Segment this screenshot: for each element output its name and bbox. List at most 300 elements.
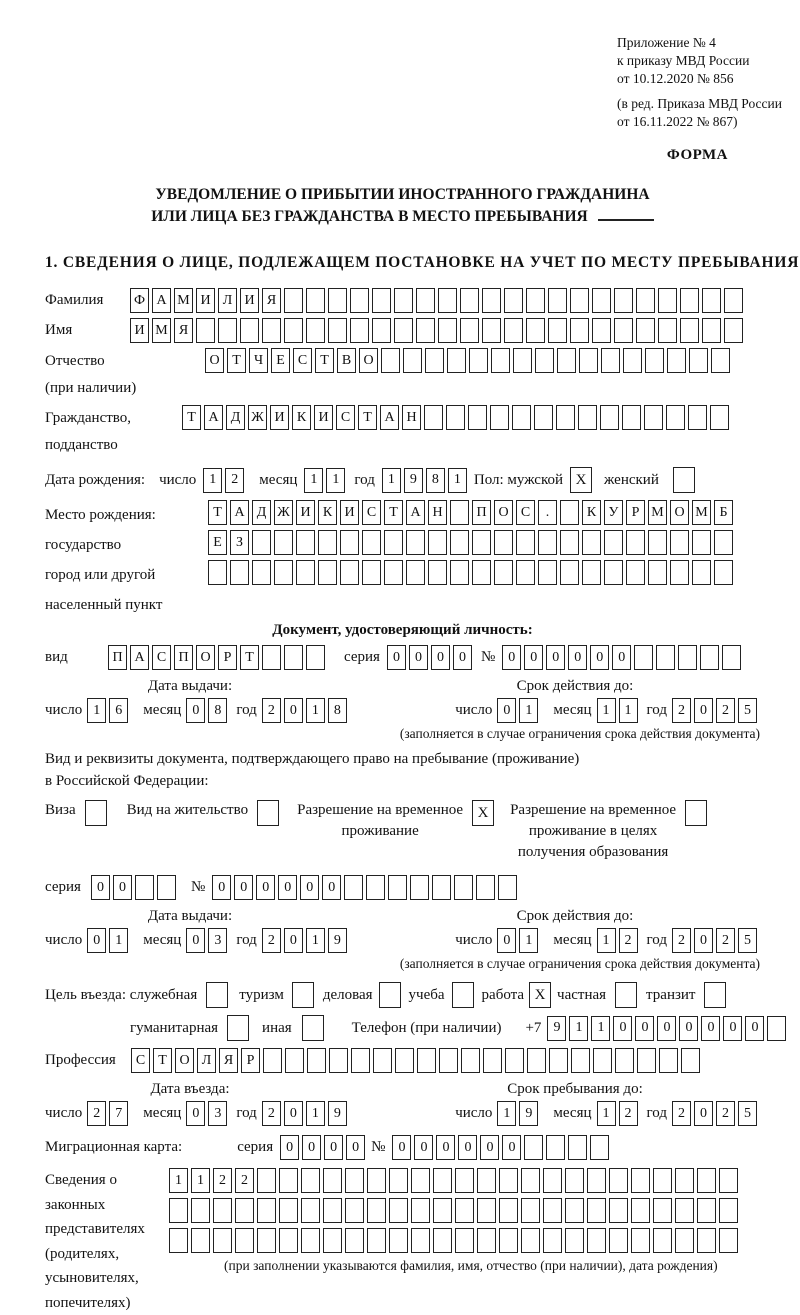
char-cell[interactable] xyxy=(318,560,337,585)
char-cell[interactable] xyxy=(196,318,215,343)
char-cell[interactable] xyxy=(653,1198,672,1223)
char-cell[interactable] xyxy=(592,318,611,343)
char-cell[interactable]: 1 xyxy=(597,698,616,723)
char-cell[interactable] xyxy=(587,1198,606,1223)
char-cell[interactable]: 0 xyxy=(300,875,319,900)
char-cell[interactable] xyxy=(318,530,337,555)
char-cell[interactable]: 0 xyxy=(87,928,106,953)
char-cell[interactable] xyxy=(438,318,457,343)
char-cell[interactable] xyxy=(262,645,281,670)
char-cell[interactable] xyxy=(560,500,579,525)
char-cell[interactable] xyxy=(284,645,303,670)
char-cell[interactable] xyxy=(191,1228,210,1253)
char-cell[interactable] xyxy=(604,530,623,555)
char-cell[interactable] xyxy=(548,288,567,313)
char-cell[interactable] xyxy=(235,1198,254,1223)
char-cell[interactable] xyxy=(513,348,532,373)
char-cell[interactable]: 0 xyxy=(694,928,713,953)
char-cell[interactable]: 0 xyxy=(346,1135,365,1160)
char-cell[interactable] xyxy=(362,530,381,555)
char-cell[interactable] xyxy=(340,530,359,555)
char-cell[interactable]: 1 xyxy=(619,698,638,723)
char-cell[interactable]: М xyxy=(152,318,171,343)
char-cell[interactable]: 0 xyxy=(284,1101,303,1126)
char-cell[interactable]: 0 xyxy=(431,645,450,670)
char-cell[interactable] xyxy=(724,318,743,343)
char-cell[interactable] xyxy=(504,318,523,343)
char-cell[interactable] xyxy=(279,1168,298,1193)
char-cell[interactable]: 2 xyxy=(619,1101,638,1126)
char-cell[interactable] xyxy=(604,560,623,585)
char-cell[interactable]: 0 xyxy=(256,875,275,900)
char-cell[interactable] xyxy=(384,560,403,585)
char-cell[interactable] xyxy=(468,405,487,430)
char-cell[interactable]: 0 xyxy=(613,1016,632,1041)
char-cell[interactable]: И xyxy=(340,500,359,525)
char-cell[interactable]: 2 xyxy=(225,468,244,493)
char-cell[interactable] xyxy=(719,1198,738,1223)
char-cell[interactable]: У xyxy=(604,500,623,525)
char-cell[interactable] xyxy=(389,1168,408,1193)
char-cell[interactable] xyxy=(135,875,154,900)
char-cell[interactable] xyxy=(372,318,391,343)
char-cell[interactable]: И xyxy=(130,318,149,343)
char-cell[interactable] xyxy=(681,1048,700,1073)
char-cell[interactable]: 3 xyxy=(208,928,227,953)
char-cell[interactable]: Ж xyxy=(248,405,267,430)
char-cell[interactable] xyxy=(373,1048,392,1073)
char-cell[interactable]: 9 xyxy=(519,1101,538,1126)
char-cell[interactable] xyxy=(658,318,677,343)
char-cell[interactable]: О xyxy=(205,348,224,373)
purpose-work-checkbox[interactable]: X xyxy=(529,982,551,1008)
char-cell[interactable]: 0 xyxy=(568,645,587,670)
char-cell[interactable]: 2 xyxy=(716,1101,735,1126)
char-cell[interactable]: 0 xyxy=(745,1016,764,1041)
char-cell[interactable]: О xyxy=(670,500,689,525)
char-cell[interactable]: Т xyxy=(315,348,334,373)
char-cell[interactable] xyxy=(680,288,699,313)
char-cell[interactable] xyxy=(455,1228,474,1253)
temp-residence-checkbox[interactable]: X xyxy=(472,800,494,826)
char-cell[interactable] xyxy=(645,348,664,373)
char-cell[interactable] xyxy=(626,560,645,585)
char-cell[interactable] xyxy=(345,1198,364,1223)
char-cell[interactable]: В xyxy=(337,348,356,373)
char-cell[interactable]: 0 xyxy=(234,875,253,900)
char-cell[interactable]: 2 xyxy=(716,698,735,723)
char-cell[interactable] xyxy=(257,1228,276,1253)
char-cell[interactable] xyxy=(410,875,429,900)
char-cell[interactable] xyxy=(169,1228,188,1253)
char-cell[interactable] xyxy=(394,288,413,313)
char-cell[interactable] xyxy=(631,1198,650,1223)
char-cell[interactable]: С xyxy=(362,500,381,525)
char-cell[interactable]: Л xyxy=(197,1048,216,1073)
char-cell[interactable] xyxy=(406,530,425,555)
char-cell[interactable]: 1 xyxy=(382,468,401,493)
char-cell[interactable]: 1 xyxy=(304,468,323,493)
char-cell[interactable]: 9 xyxy=(328,928,347,953)
char-cell[interactable] xyxy=(417,1048,436,1073)
char-cell[interactable] xyxy=(670,530,689,555)
char-cell[interactable] xyxy=(455,1168,474,1193)
char-cell[interactable]: Я xyxy=(174,318,193,343)
char-cell[interactable]: 2 xyxy=(262,1101,281,1126)
char-cell[interactable] xyxy=(590,1135,609,1160)
char-cell[interactable]: 0 xyxy=(546,645,565,670)
char-cell[interactable]: 0 xyxy=(91,875,110,900)
char-cell[interactable] xyxy=(235,1228,254,1253)
char-cell[interactable] xyxy=(416,318,435,343)
char-cell[interactable] xyxy=(593,1048,612,1073)
char-cell[interactable]: 0 xyxy=(186,1101,205,1126)
char-cell[interactable] xyxy=(389,1198,408,1223)
char-cell[interactable]: 0 xyxy=(590,645,609,670)
char-cell[interactable]: И xyxy=(296,500,315,525)
char-cell[interactable] xyxy=(477,1198,496,1223)
char-cell[interactable] xyxy=(345,1228,364,1253)
char-cell[interactable]: Б xyxy=(714,500,733,525)
char-cell[interactable] xyxy=(388,875,407,900)
char-cell[interactable]: Н xyxy=(428,500,447,525)
char-cell[interactable] xyxy=(614,318,633,343)
char-cell[interactable]: 0 xyxy=(679,1016,698,1041)
char-cell[interactable]: 1 xyxy=(87,698,106,723)
char-cell[interactable]: 9 xyxy=(547,1016,566,1041)
char-cell[interactable] xyxy=(535,348,554,373)
char-cell[interactable] xyxy=(512,405,531,430)
char-cell[interactable]: 0 xyxy=(694,698,713,723)
char-cell[interactable] xyxy=(560,530,579,555)
char-cell[interactable] xyxy=(252,530,271,555)
char-cell[interactable] xyxy=(688,405,707,430)
char-cell[interactable]: 0 xyxy=(284,698,303,723)
char-cell[interactable] xyxy=(653,1168,672,1193)
char-cell[interactable]: И xyxy=(314,405,333,430)
char-cell[interactable] xyxy=(461,1048,480,1073)
char-cell[interactable] xyxy=(323,1198,342,1223)
char-cell[interactable]: А xyxy=(204,405,223,430)
char-cell[interactable] xyxy=(285,1048,304,1073)
char-cell[interactable] xyxy=(394,318,413,343)
char-cell[interactable] xyxy=(653,1228,672,1253)
char-cell[interactable] xyxy=(425,348,444,373)
char-cell[interactable] xyxy=(218,318,237,343)
char-cell[interactable] xyxy=(389,1228,408,1253)
char-cell[interactable]: Е xyxy=(208,530,227,555)
char-cell[interactable] xyxy=(521,1168,540,1193)
char-cell[interactable] xyxy=(328,288,347,313)
char-cell[interactable] xyxy=(538,530,557,555)
char-cell[interactable] xyxy=(432,875,451,900)
char-cell[interactable] xyxy=(381,348,400,373)
char-cell[interactable] xyxy=(714,560,733,585)
char-cell[interactable] xyxy=(372,288,391,313)
char-cell[interactable]: 2 xyxy=(213,1168,232,1193)
char-cell[interactable] xyxy=(350,288,369,313)
char-cell[interactable]: 5 xyxy=(738,1101,757,1126)
char-cell[interactable] xyxy=(697,1228,716,1253)
char-cell[interactable]: Д xyxy=(226,405,245,430)
char-cell[interactable]: 1 xyxy=(448,468,467,493)
char-cell[interactable]: М xyxy=(648,500,667,525)
char-cell[interactable]: 1 xyxy=(597,1101,616,1126)
purpose-private-checkbox[interactable] xyxy=(615,982,637,1008)
char-cell[interactable] xyxy=(527,1048,546,1073)
char-cell[interactable]: С xyxy=(293,348,312,373)
char-cell[interactable]: О xyxy=(196,645,215,670)
char-cell[interactable]: 0 xyxy=(113,875,132,900)
char-cell[interactable]: М xyxy=(692,500,711,525)
char-cell[interactable] xyxy=(719,1168,738,1193)
char-cell[interactable] xyxy=(587,1168,606,1193)
char-cell[interactable]: 0 xyxy=(324,1135,343,1160)
char-cell[interactable]: 5 xyxy=(738,928,757,953)
char-cell[interactable]: 8 xyxy=(426,468,445,493)
char-cell[interactable]: С xyxy=(152,645,171,670)
char-cell[interactable]: 0 xyxy=(458,1135,477,1160)
char-cell[interactable]: 0 xyxy=(497,928,516,953)
char-cell[interactable] xyxy=(504,288,523,313)
char-cell[interactable] xyxy=(157,875,176,900)
char-cell[interactable] xyxy=(692,560,711,585)
char-cell[interactable] xyxy=(636,318,655,343)
char-cell[interactable]: П xyxy=(174,645,193,670)
char-cell[interactable] xyxy=(614,288,633,313)
char-cell[interactable]: 0 xyxy=(502,1135,521,1160)
purpose-official-checkbox[interactable] xyxy=(206,982,228,1008)
char-cell[interactable]: Ч xyxy=(249,348,268,373)
char-cell[interactable] xyxy=(472,530,491,555)
char-cell[interactable]: 0 xyxy=(280,1135,299,1160)
sex-male-checkbox[interactable]: X xyxy=(570,467,592,493)
char-cell[interactable] xyxy=(601,348,620,373)
char-cell[interactable] xyxy=(719,1228,738,1253)
char-cell[interactable] xyxy=(666,405,685,430)
char-cell[interactable]: 1 xyxy=(519,698,538,723)
char-cell[interactable] xyxy=(406,560,425,585)
char-cell[interactable] xyxy=(675,1228,694,1253)
char-cell[interactable]: 0 xyxy=(302,1135,321,1160)
char-cell[interactable]: К xyxy=(292,405,311,430)
char-cell[interactable] xyxy=(626,530,645,555)
char-cell[interactable] xyxy=(367,1198,386,1223)
char-cell[interactable] xyxy=(411,1198,430,1223)
char-cell[interactable] xyxy=(494,560,513,585)
char-cell[interactable] xyxy=(257,1168,276,1193)
char-cell[interactable] xyxy=(711,348,730,373)
char-cell[interactable] xyxy=(329,1048,348,1073)
char-cell[interactable] xyxy=(724,288,743,313)
char-cell[interactable]: 0 xyxy=(387,645,406,670)
char-cell[interactable] xyxy=(568,1135,587,1160)
char-cell[interactable] xyxy=(455,1198,474,1223)
char-cell[interactable] xyxy=(675,1198,694,1223)
char-cell[interactable] xyxy=(450,500,469,525)
char-cell[interactable]: Н xyxy=(402,405,421,430)
char-cell[interactable] xyxy=(366,875,385,900)
char-cell[interactable] xyxy=(433,1228,452,1253)
char-cell[interactable] xyxy=(675,1168,694,1193)
char-cell[interactable] xyxy=(344,875,363,900)
char-cell[interactable] xyxy=(307,1048,326,1073)
char-cell[interactable]: А xyxy=(380,405,399,430)
char-cell[interactable] xyxy=(252,560,271,585)
char-cell[interactable]: П xyxy=(108,645,127,670)
char-cell[interactable] xyxy=(656,645,675,670)
char-cell[interactable]: 1 xyxy=(519,928,538,953)
char-cell[interactable] xyxy=(213,1228,232,1253)
char-cell[interactable] xyxy=(549,1048,568,1073)
char-cell[interactable]: 1 xyxy=(306,928,325,953)
purpose-transit-checkbox[interactable] xyxy=(704,982,726,1008)
char-cell[interactable] xyxy=(230,560,249,585)
char-cell[interactable] xyxy=(482,288,501,313)
char-cell[interactable] xyxy=(521,1228,540,1253)
char-cell[interactable]: Т xyxy=(227,348,246,373)
char-cell[interactable] xyxy=(582,560,601,585)
char-cell[interactable]: И xyxy=(240,288,259,313)
char-cell[interactable]: Т xyxy=(384,500,403,525)
char-cell[interactable] xyxy=(623,348,642,373)
char-cell[interactable] xyxy=(438,288,457,313)
char-cell[interactable] xyxy=(482,318,501,343)
char-cell[interactable]: 5 xyxy=(738,698,757,723)
char-cell[interactable] xyxy=(279,1198,298,1223)
char-cell[interactable]: 1 xyxy=(569,1016,588,1041)
char-cell[interactable] xyxy=(560,560,579,585)
char-cell[interactable]: 2 xyxy=(262,928,281,953)
char-cell[interactable] xyxy=(516,530,535,555)
char-cell[interactable] xyxy=(296,530,315,555)
char-cell[interactable] xyxy=(543,1198,562,1223)
char-cell[interactable] xyxy=(454,875,473,900)
char-cell[interactable]: С xyxy=(336,405,355,430)
char-cell[interactable] xyxy=(169,1198,188,1223)
char-cell[interactable]: К xyxy=(582,500,601,525)
char-cell[interactable]: 1 xyxy=(591,1016,610,1041)
char-cell[interactable] xyxy=(301,1198,320,1223)
char-cell[interactable]: 0 xyxy=(612,645,631,670)
char-cell[interactable]: Л xyxy=(218,288,237,313)
char-cell[interactable]: М xyxy=(174,288,193,313)
char-cell[interactable] xyxy=(279,1228,298,1253)
char-cell[interactable] xyxy=(521,1198,540,1223)
char-cell[interactable] xyxy=(477,1168,496,1193)
char-cell[interactable]: 0 xyxy=(524,645,543,670)
char-cell[interactable] xyxy=(433,1168,452,1193)
char-cell[interactable] xyxy=(284,318,303,343)
char-cell[interactable]: 0 xyxy=(436,1135,455,1160)
char-cell[interactable]: Т xyxy=(182,405,201,430)
char-cell[interactable] xyxy=(499,1198,518,1223)
char-cell[interactable]: О xyxy=(175,1048,194,1073)
char-cell[interactable] xyxy=(490,405,509,430)
char-cell[interactable] xyxy=(534,405,553,430)
char-cell[interactable]: Я xyxy=(219,1048,238,1073)
char-cell[interactable] xyxy=(498,875,517,900)
char-cell[interactable] xyxy=(460,318,479,343)
char-cell[interactable]: 6 xyxy=(109,698,128,723)
char-cell[interactable]: 2 xyxy=(672,698,691,723)
char-cell[interactable] xyxy=(447,348,466,373)
char-cell[interactable] xyxy=(565,1168,584,1193)
char-cell[interactable]: 1 xyxy=(169,1168,188,1193)
char-cell[interactable] xyxy=(710,405,729,430)
char-cell[interactable] xyxy=(546,1135,565,1160)
char-cell[interactable] xyxy=(499,1228,518,1253)
char-cell[interactable]: 0 xyxy=(453,645,472,670)
char-cell[interactable] xyxy=(609,1198,628,1223)
char-cell[interactable]: П xyxy=(472,500,491,525)
char-cell[interactable] xyxy=(274,530,293,555)
char-cell[interactable]: 0 xyxy=(409,645,428,670)
char-cell[interactable]: . xyxy=(538,500,557,525)
char-cell[interactable] xyxy=(582,530,601,555)
char-cell[interactable] xyxy=(565,1228,584,1253)
temp-residence-edu-checkbox[interactable] xyxy=(685,800,707,826)
char-cell[interactable] xyxy=(424,405,443,430)
char-cell[interactable]: 2 xyxy=(716,928,735,953)
char-cell[interactable]: 0 xyxy=(635,1016,654,1041)
purpose-study-checkbox[interactable] xyxy=(452,982,474,1008)
char-cell[interactable] xyxy=(658,288,677,313)
char-cell[interactable]: Т xyxy=(240,645,259,670)
char-cell[interactable] xyxy=(411,1168,430,1193)
char-cell[interactable] xyxy=(494,530,513,555)
char-cell[interactable]: 0 xyxy=(694,1101,713,1126)
char-cell[interactable]: И xyxy=(270,405,289,430)
char-cell[interactable]: 2 xyxy=(672,928,691,953)
purpose-other-checkbox[interactable] xyxy=(302,1015,324,1041)
char-cell[interactable]: 1 xyxy=(191,1168,210,1193)
char-cell[interactable] xyxy=(578,405,597,430)
char-cell[interactable] xyxy=(557,348,576,373)
char-cell[interactable] xyxy=(697,1198,716,1223)
char-cell[interactable]: 1 xyxy=(597,928,616,953)
purpose-business-checkbox[interactable] xyxy=(379,982,401,1008)
char-cell[interactable] xyxy=(570,288,589,313)
char-cell[interactable] xyxy=(472,560,491,585)
char-cell[interactable] xyxy=(609,1228,628,1253)
char-cell[interactable] xyxy=(697,1168,716,1193)
char-cell[interactable]: 0 xyxy=(657,1016,676,1041)
char-cell[interactable]: 8 xyxy=(328,698,347,723)
char-cell[interactable] xyxy=(592,288,611,313)
char-cell[interactable] xyxy=(263,1048,282,1073)
char-cell[interactable] xyxy=(556,405,575,430)
char-cell[interactable] xyxy=(262,318,281,343)
char-cell[interactable] xyxy=(213,1198,232,1223)
char-cell[interactable]: 0 xyxy=(212,875,231,900)
char-cell[interactable] xyxy=(491,348,510,373)
char-cell[interactable] xyxy=(543,1168,562,1193)
char-cell[interactable] xyxy=(240,318,259,343)
char-cell[interactable] xyxy=(345,1168,364,1193)
char-cell[interactable] xyxy=(667,348,686,373)
char-cell[interactable] xyxy=(659,1048,678,1073)
char-cell[interactable] xyxy=(680,318,699,343)
char-cell[interactable]: 8 xyxy=(208,698,227,723)
char-cell[interactable] xyxy=(362,560,381,585)
char-cell[interactable] xyxy=(350,318,369,343)
char-cell[interactable]: Р xyxy=(626,500,645,525)
char-cell[interactable] xyxy=(702,318,721,343)
char-cell[interactable] xyxy=(636,288,655,313)
char-cell[interactable] xyxy=(367,1228,386,1253)
char-cell[interactable]: Т xyxy=(208,500,227,525)
